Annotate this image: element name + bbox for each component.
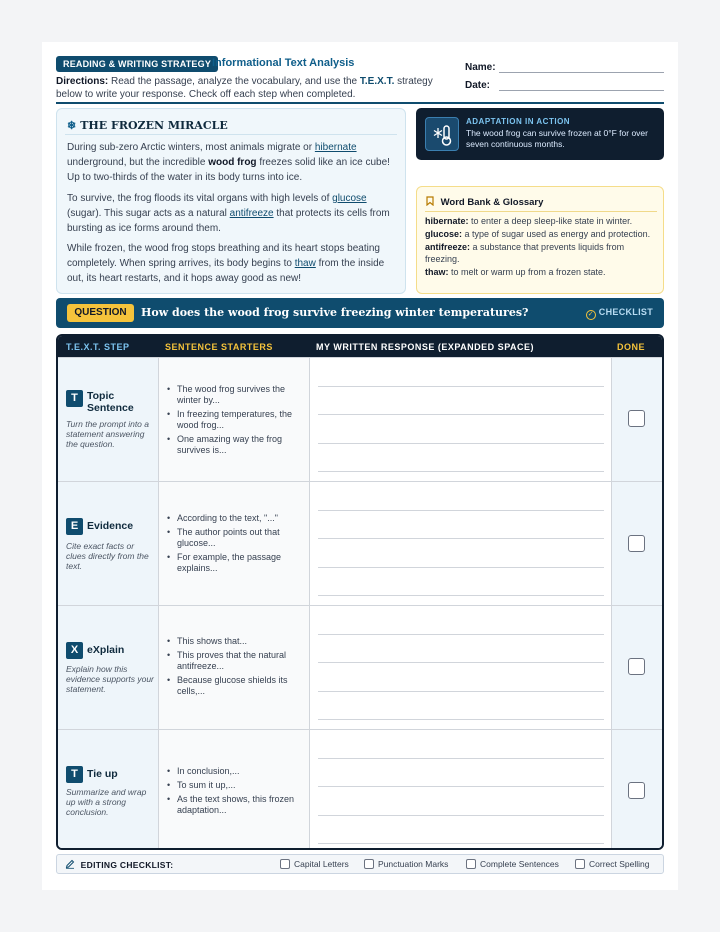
check-circle-icon: ✓ — [587, 311, 594, 318]
step-heading — [66, 766, 156, 786]
glossary-definition: to enter a deep sleep-like state in winter. — [468, 216, 633, 226]
starter-item: • According to the text, "..." — [165, 513, 301, 524]
writing-line[interactable] — [318, 758, 604, 759]
step-cell — [58, 606, 159, 729]
response-cell[interactable] — [310, 730, 612, 850]
header-response: MY WRITTEN RESPONSE (EXPANDED SPACE) — [316, 342, 535, 352]
checklist-spelling[interactable] — [575, 859, 649, 869]
starters-list — [165, 384, 301, 459]
glossary-definition: to melt or warm up from a frozen state. — [448, 266, 606, 277]
adaptation-card — [416, 108, 664, 160]
adaptation-title: ADAPTATION IN ACTION — [466, 117, 571, 126]
done-cell — [612, 606, 662, 729]
worksheet-subtitle: Informational Text Analysis — [212, 57, 355, 69]
word-bank-divider — [425, 211, 657, 212]
writing-line[interactable] — [318, 567, 604, 568]
done-cell — [612, 358, 662, 481]
directions-label: Directions: — [56, 76, 109, 87]
term-glucose: glucose — [332, 193, 367, 204]
passage-title — [67, 119, 228, 132]
checklist-capital-letters[interactable] — [280, 859, 349, 869]
glossary-definition: a type of sugar used as energy and protection. — [462, 229, 651, 239]
name-label: Name: — [465, 62, 496, 73]
text-strategy-table — [56, 334, 664, 850]
directions-text-pre: Read the passage, analyze the vocabulary, and use the — [108, 76, 360, 87]
term-wood-frog: wood frog — [208, 157, 257, 168]
starters-list — [165, 766, 301, 819]
step-cell — [58, 482, 159, 605]
glossary-term: antifreeze: — [425, 242, 471, 252]
name-line[interactable] — [499, 72, 664, 73]
passage-paragraph-1 — [67, 140, 397, 185]
checklist-item-label: Capital Letters — [294, 859, 349, 869]
starters-cell — [159, 482, 310, 605]
response-cell[interactable] — [310, 358, 612, 481]
starter-item: • This proves that the natural antifreeze... — [165, 650, 301, 672]
checkbox[interactable] — [575, 859, 585, 869]
writing-line[interactable] — [318, 414, 604, 415]
name-field[interactable] — [465, 62, 496, 73]
step-cell — [58, 358, 159, 481]
writing-line[interactable] — [318, 691, 604, 692]
p3-text: from the inside out, its heart restarts, and it hops away good as new! — [67, 258, 385, 284]
done-cell — [612, 730, 662, 850]
writing-line[interactable] — [318, 386, 604, 387]
editing-checklist-title — [65, 859, 173, 870]
question-bar — [56, 298, 664, 328]
header-divider — [56, 102, 664, 104]
step-description: Explain how this evidence supports your statement. — [66, 664, 154, 694]
writing-line[interactable] — [318, 538, 604, 539]
glossary-item — [425, 229, 661, 241]
passage-paragraph-2 — [67, 191, 397, 236]
done-checkbox[interactable] — [628, 535, 645, 552]
step-letter-badge: T — [66, 766, 83, 783]
p2-text: that protects its cells from bursting as ice forms around them. — [67, 208, 390, 234]
starters-list — [165, 513, 301, 577]
bookmark-icon — [426, 197, 437, 208]
starter-item: • As the text shows, this frozen adaptation... — [165, 794, 301, 816]
done-checkbox[interactable] — [628, 410, 645, 427]
glossary-item — [425, 216, 661, 228]
step-name: Evidence — [87, 520, 134, 532]
table-row-evidence — [58, 481, 662, 605]
header-done: DONE — [617, 342, 646, 352]
passage-card — [56, 108, 406, 294]
date-label: Date: — [465, 80, 491, 91]
editing-checklist-title-text: EDITING CHECKLIST: — [80, 860, 174, 870]
writing-line[interactable] — [318, 510, 604, 511]
p1-text: During sub-zero Arctic winters, most animals migrate or — [67, 142, 315, 153]
glossary-term: glucose: — [425, 229, 463, 239]
writing-line[interactable] — [318, 815, 604, 816]
step-heading — [66, 390, 156, 416]
table-row-topic — [58, 357, 662, 481]
starters-cell — [159, 358, 310, 481]
p3-text: While frozen, the wood frog stops breathing and its heart stops beating completely. When spring arrives, its body begins to — [67, 243, 380, 269]
step-description: Summarize and wrap up with a strong conclusion. — [66, 787, 147, 817]
passage-paragraph-3 — [67, 241, 397, 286]
checklist-complete-sentences[interactable] — [466, 859, 559, 869]
checklist-item-label: Punctuation Marks — [378, 859, 449, 869]
p1-text: freezes solid like an ice cube! Up to two-thirds of the water in its body turns into ice. — [67, 157, 390, 183]
word-bank-card — [416, 186, 664, 294]
step-heading — [66, 518, 156, 538]
checkbox[interactable] — [280, 859, 290, 869]
response-cell[interactable] — [310, 482, 612, 605]
step-heading — [66, 642, 156, 662]
directions-strategy: T.E.X.T. — [359, 76, 395, 87]
done-checkbox[interactable] — [628, 658, 645, 675]
starter-item: • For example, the passage explains... — [165, 552, 301, 574]
term-hibernate: hibernate — [314, 142, 357, 153]
term-antifreeze: antifreeze — [229, 208, 274, 219]
table-row-tie-up — [58, 729, 662, 850]
date-line[interactable] — [499, 90, 664, 91]
worksheet-page — [42, 42, 678, 890]
glossary-item — [425, 242, 661, 265]
writing-line[interactable] — [318, 471, 604, 472]
step-description: Cite exact facts or clues directly from the text. — [66, 541, 149, 571]
glossary-term: thaw: — [425, 266, 449, 277]
glossary-item — [425, 267, 661, 279]
starters-cell — [159, 730, 310, 850]
step-cell — [58, 730, 159, 850]
starter-item: • In conclusion,... — [165, 766, 301, 777]
checklist-indicator — [586, 307, 653, 320]
writing-line[interactable] — [318, 719, 604, 720]
starter-item: • To sum it up,... — [165, 780, 301, 791]
snowflake-icon: ❄ — [67, 119, 77, 132]
thermometer-snow-icon — [425, 117, 459, 151]
question-text: How does the wood frog survive freezing winter temperatures? — [141, 306, 529, 319]
step-letter-badge: E — [66, 518, 83, 535]
checklist-item-label: Complete Sentences — [480, 859, 559, 869]
starter-item: • The author points out that glucose... — [165, 527, 301, 549]
starter-item: • In freezing temperatures, the wood frog... — [165, 409, 301, 431]
table-header — [58, 336, 662, 357]
p1-text: underground, but the incredible — [67, 157, 209, 168]
strategy-badge: READING & WRITING STRATEGY — [56, 56, 218, 72]
header-starters: SENTENCE STARTERS — [165, 342, 273, 352]
starter-item: • This shows that... — [165, 636, 301, 647]
done-checkbox[interactable] — [628, 782, 645, 799]
step-name: Topic Sentence — [87, 390, 134, 414]
response-cell[interactable] — [310, 606, 612, 729]
writing-line[interactable] — [318, 595, 604, 596]
passage-title-text: THE FROZEN MIRACLE — [80, 119, 228, 132]
passage-divider — [65, 134, 397, 135]
writing-line[interactable] — [318, 634, 604, 635]
step-letter-badge: T — [66, 390, 83, 407]
checkbox[interactable] — [364, 859, 374, 869]
p2-text: (sugar). This sugar acts as a natural — [67, 208, 230, 219]
starters-cell — [159, 606, 310, 729]
term-thaw: thaw — [294, 258, 316, 269]
step-letter-badge: X — [66, 642, 83, 659]
question-label: QUESTION — [67, 304, 134, 322]
checkbox[interactable] — [466, 859, 476, 869]
writing-line[interactable] — [318, 443, 604, 444]
starter-item: • One amazing way the frog survives is... — [165, 434, 301, 456]
step-name: Tie up — [87, 768, 118, 780]
directions-text-post: strategy below to write your response. Check off each step when completed. — [56, 76, 433, 100]
step-name: eXplain — [87, 644, 125, 656]
header-step: T.E.X.T. STEP — [66, 342, 130, 352]
writing-line[interactable] — [318, 843, 604, 844]
checklist-punctuation[interactable] — [364, 859, 448, 869]
directions — [56, 76, 446, 101]
word-bank-title-text: Word Bank & Glossary — [440, 197, 544, 208]
checklist-label: CHECKLIST — [598, 307, 653, 317]
starter-item: • Because glucose shields its cells,... — [165, 675, 301, 697]
starter-item: • The wood frog survives the winter by... — [165, 384, 301, 406]
starters-list — [165, 636, 301, 700]
writing-line[interactable] — [318, 786, 604, 787]
writing-line[interactable] — [318, 662, 604, 663]
adaptation-text: The wood frog can survive frozen at 0°F for over seven continuous months. — [466, 128, 648, 149]
step-description: Turn the prompt into a statement answering the question. — [66, 419, 149, 449]
word-bank-title — [426, 196, 543, 208]
table-row-explain — [58, 605, 662, 729]
glossary-term: hibernate: — [425, 216, 469, 226]
glossary-definition: a substance that prevents liquids from freezing. — [425, 242, 625, 264]
checklist-item-label: Correct Spelling — [589, 859, 650, 869]
glossary-list — [425, 216, 661, 280]
pencil-icon — [65, 860, 81, 870]
date-field[interactable] — [465, 80, 490, 91]
p2-text: To survive, the frog floods its vital organs with high levels of — [67, 193, 333, 204]
editing-checklist — [56, 854, 664, 874]
done-cell — [612, 482, 662, 605]
